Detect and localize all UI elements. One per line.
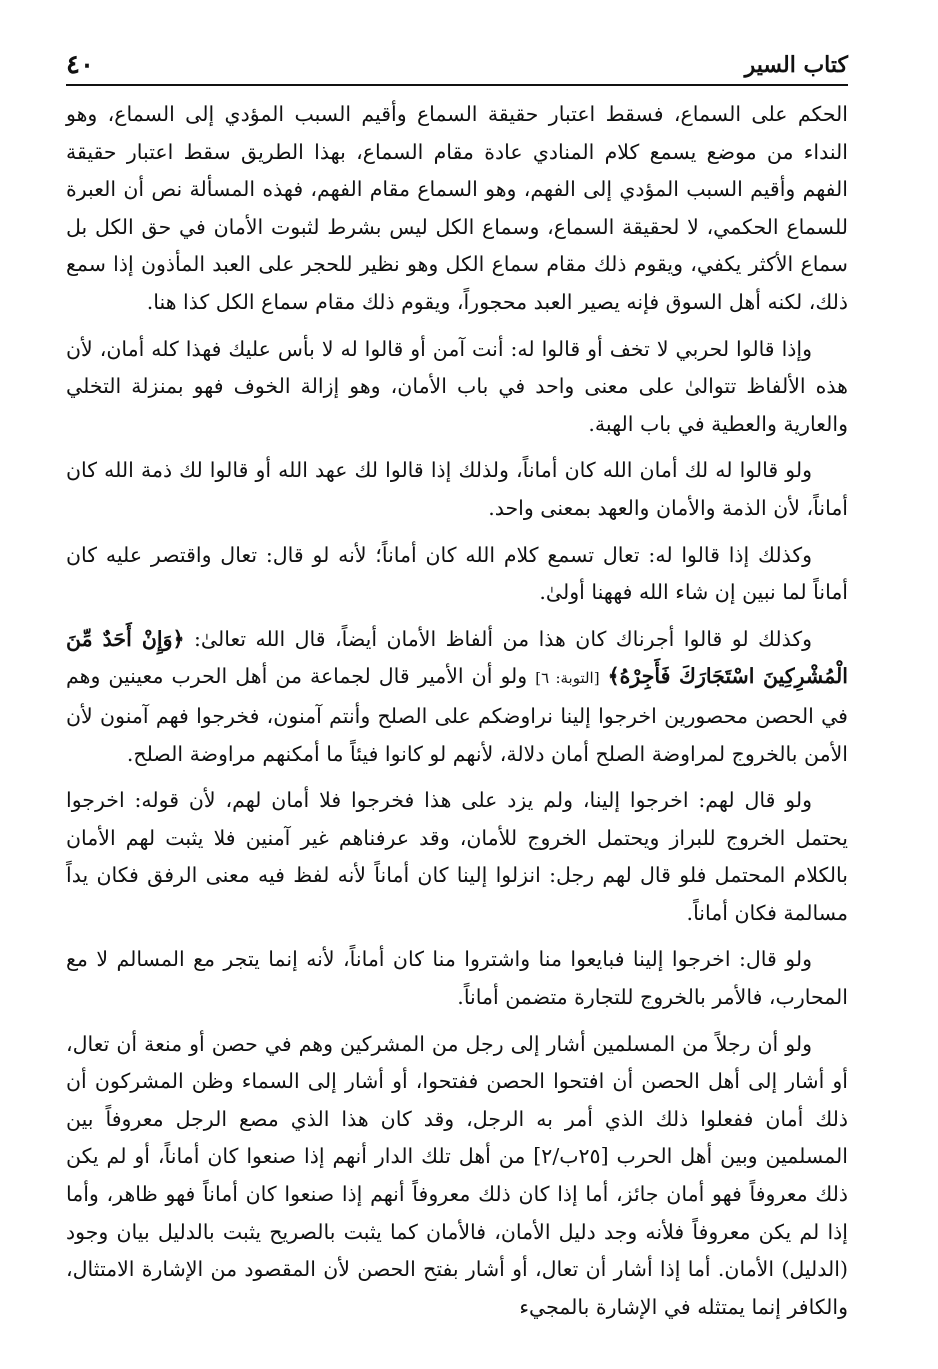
paragraph-4: وكذلك إذا قالوا له: تعال تسمع كلام الله كان أماناً؛ لأنه لو قال: تعال واقتصر عليه كان أماناً لما نبين إن شاء الله فههنا أولىٰ. <box>66 542 848 605</box>
paragraph-8: ولو أن رجلاً من المسلمين أشار إلى رجل من المشركين وهم في حصن أو منعة أن تعال، أو أشار إلى أهل الحصن أن افتحوا الحصن ففتحوا، أو أشار إلى السماء وظن المشركون أن ذلك أمان ففعلوا ذلك الذي أمر به الرجل، وقد كان هذا الذي مصع الرجل معروفاً بين المسلمين وبين أهل الحرب [٢٥ب/٢] من أهل تلك الدار أنهم إذا صنعوا كان أماناً، أو لم يكن ذلك معروفاً فهو أمان جائز، أما إذا كان ذلك معروفاً أنهم إذا صنعوا كان أماناً فهو ظاهر، وأما إذا لم يكن معروفاً فلأنه وجد دليل الأمان، فالأمان كما يثبت بالصريح يثبت بالدليل بيان وجود (الدليل) الأمان. أما إذا أشار أن تعال، أو أشار بفتح الحصن لأن المقصود من الإشارة الامتثال، والكافر إنما يمتثله في الإشارة بالمجيء <box>66 1031 849 1319</box>
paragraph-5 <box>66 621 848 773</box>
quran-verse: ﴿وَإِنْ أَحَدٌ مِّنَ الْمُشْرِكِينَ اسْتَجَارَكَ فَأَجِرْهُ﴾ <box>66 626 848 689</box>
verse-reference: [التوبة: ٦] <box>535 669 600 688</box>
paragraph-1: الحكم على السماع، فسقط اعتبار حقيقة السماع وأقيم السبب المؤدي إلى السماع، وهو النداء من موضع يسمع كلام المنادي عادة مقام السماع، بهذا الطريق سقط اعتبار حقيقة الفهم وأقيم السبب المؤدي إلى الفهم، وهو السماع مقام الفهم، فهذه المسألة نص أن العبرة للسماع الحكمي، لا لحقيقة السماع، وسماع الكل ليس بشرط لثبوت الأمان في حق الكل بل سماع الأكثر يكفي، ويقوم ذلك مقام سماع الكل وهو نظير للحجر على العبد المأذون إذا سمع ذلك، لكنه أهل السوق فإنه يصير العبد محجوراً، ويقوم ذلك مقام سماع الكل كذا هنا. <box>66 102 848 314</box>
paragraph-6: ولو قال لهم: اخرجوا إلينا، ولم يزد على هذا فخرجوا فلا أمان لهم، لأن قوله: اخرجوا يحتمل الخروج للبراز ويحتمل الخروج للأمان، وقد عرفناهم غير آمنين فلا يثبت لهم الأمان بالكلام المحتمل فلو قال لهم رجل: انزلوا إلينا كان أماناً لأنه لفظ فيه معنى الرفق فكان يداً مسالمة فكان أماناً. <box>66 788 848 925</box>
paragraph-5-intro: وكذلك لو قالوا أجرناك كان هذا من ألفاظ الأمان أيضاً، قال الله تعالىٰ: <box>193 626 812 651</box>
page-header <box>66 40 848 86</box>
paragraph-7: ولو قال: اخرجوا إلينا فبايعوا منا واشتروا منا كان أماناً، لأنه إنما يتجر مع المسالم لا مع المحارب، فالأمر بالخروج للتجارة متضمن أماناً. <box>66 947 848 1010</box>
paragraph-3: ولو قالوا له لك أمان الله كان أماناً، ولذلك إذا قالوا لك عهد الله أو قالوا لك ذمة الله كان أماناً، لأن الذمة والأمان والعهد بمعنى واحد. <box>66 458 848 520</box>
page-number: ٤٠ <box>66 50 94 80</box>
paragraph-5-rest: ولو أن الأمير قال لجماعة من أهل الحرب معينين وهم في الحصن محصورين اخرجوا إلينا نراوضكم على الصلح وأنتم آمنون، فخرجوا فهم آمنون لأن الأمن بالخروج لمراوضة الصلح أمان دلالة، لأنهم لو كانوا فيئاً ما أمكنهم مراوضة الصلح. <box>66 664 848 766</box>
body-text <box>66 96 848 1335</box>
paragraph-2: وإذا قالوا لحربي لا تخف أو قالوا له: أنت آمن أو قالوا له لا بأس عليك فهذا كله أمان، لأن هذه الألفاظ تتوالىٰ على معنى واحد في باب الأمان، وهو إزالة الخوف فهو بمنزلة التخلي والعارية والعطية في باب الهبة. <box>66 336 848 436</box>
book-title: كتاب السير <box>744 52 848 78</box>
